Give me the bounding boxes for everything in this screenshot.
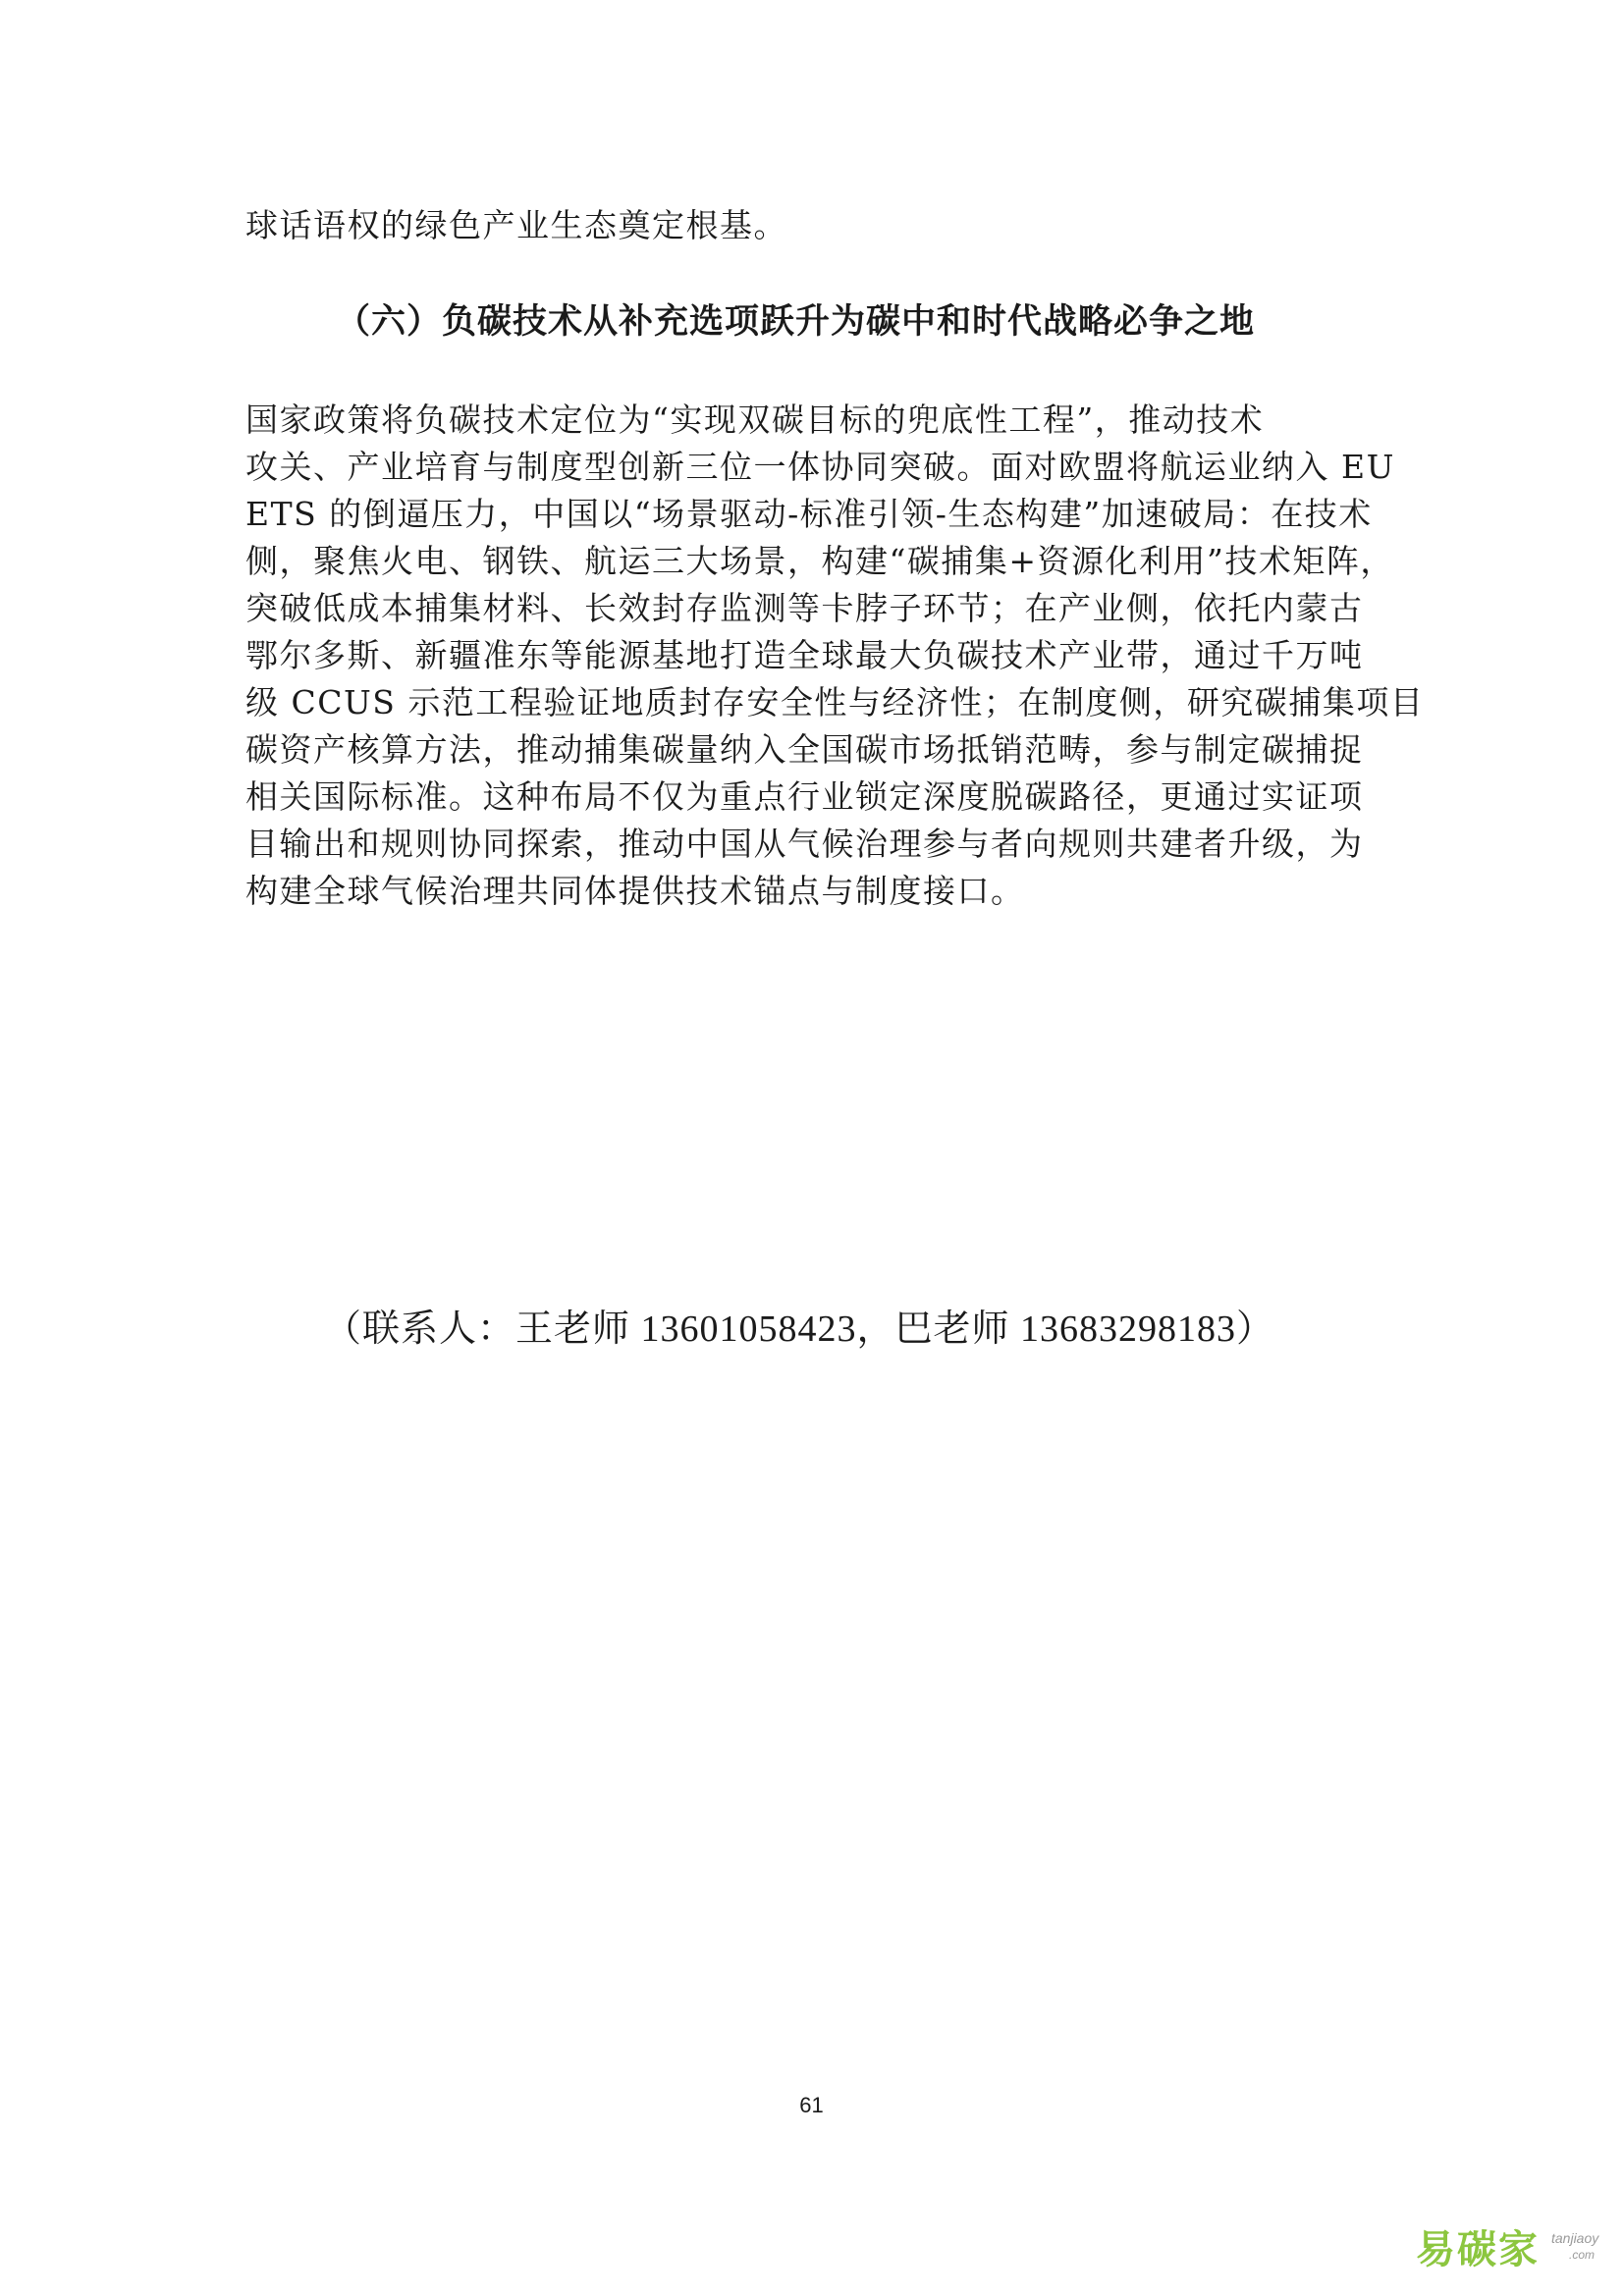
paragraph-line: 目输出和规则协同探索，推动中国从气候治理参与者向规则共建者升级，为 xyxy=(245,825,1364,863)
intro-line: 球话语权的绿色产业生态奠定根基。 xyxy=(245,206,787,244)
watermark-logo xyxy=(1404,2220,1610,2281)
section-heading: （六）负碳技术从补充选项跃升为碳中和时代战略必争之地 xyxy=(336,302,1256,342)
watermark-brand: 易碳家 xyxy=(1416,2227,1540,2272)
paragraph-line: 国家政策将负碳技术定位为“实现双碳目标的兜底性工程”，推动技术 xyxy=(245,400,1265,439)
paragraph-line: 级 CCUS 示范工程验证地质封存安全性与经济性；在制度侧，研究碳捕集项目 xyxy=(245,683,1425,721)
watermark-domain: tanjiaoy xyxy=(1551,2230,1599,2246)
paragraph-line: 相关国际标准。这种布局不仅为重点行业锁定深度脱碳路径，更通过实证项 xyxy=(245,777,1364,816)
paragraph-line: 构建全球气候治理共同体提供技术锚点与制度接口。 xyxy=(245,872,1025,910)
page-number: 61 xyxy=(799,2093,824,2117)
paragraph-line: 碳资产核算方法，推动捕集碳量纳入全国碳市场抵销范畴，参与制定碳捕捉 xyxy=(245,730,1364,769)
paragraph-line: 侧，聚焦火电、钢铁、航运三大场景，构建“碳捕集+资源化利用”技术矩阵， xyxy=(245,542,1394,580)
watermark-suffix: .com xyxy=(1569,2248,1596,2262)
paragraph-line: 攻关、产业培育与制度型创新三位一体协同突破。面对欧盟将航运业纳入 EU xyxy=(245,448,1395,486)
paragraph-line: ETS 的倒逼压力，中国以“场景驱动-标准引领-生态构建”加速破局：在技术 xyxy=(245,495,1373,533)
paragraph-line: 突破低成本捕集材料、长效封存监测等卡脖子环节；在产业侧，依托内蒙古 xyxy=(245,589,1364,627)
contact-info: （联系人：王老师 13601058423，巴老师 13683298183） xyxy=(324,1308,1275,1350)
paragraph-line: 鄂尔多斯、新疆准东等能源基地打造全球最大负碳技术产业带，通过千万吨 xyxy=(245,636,1364,674)
